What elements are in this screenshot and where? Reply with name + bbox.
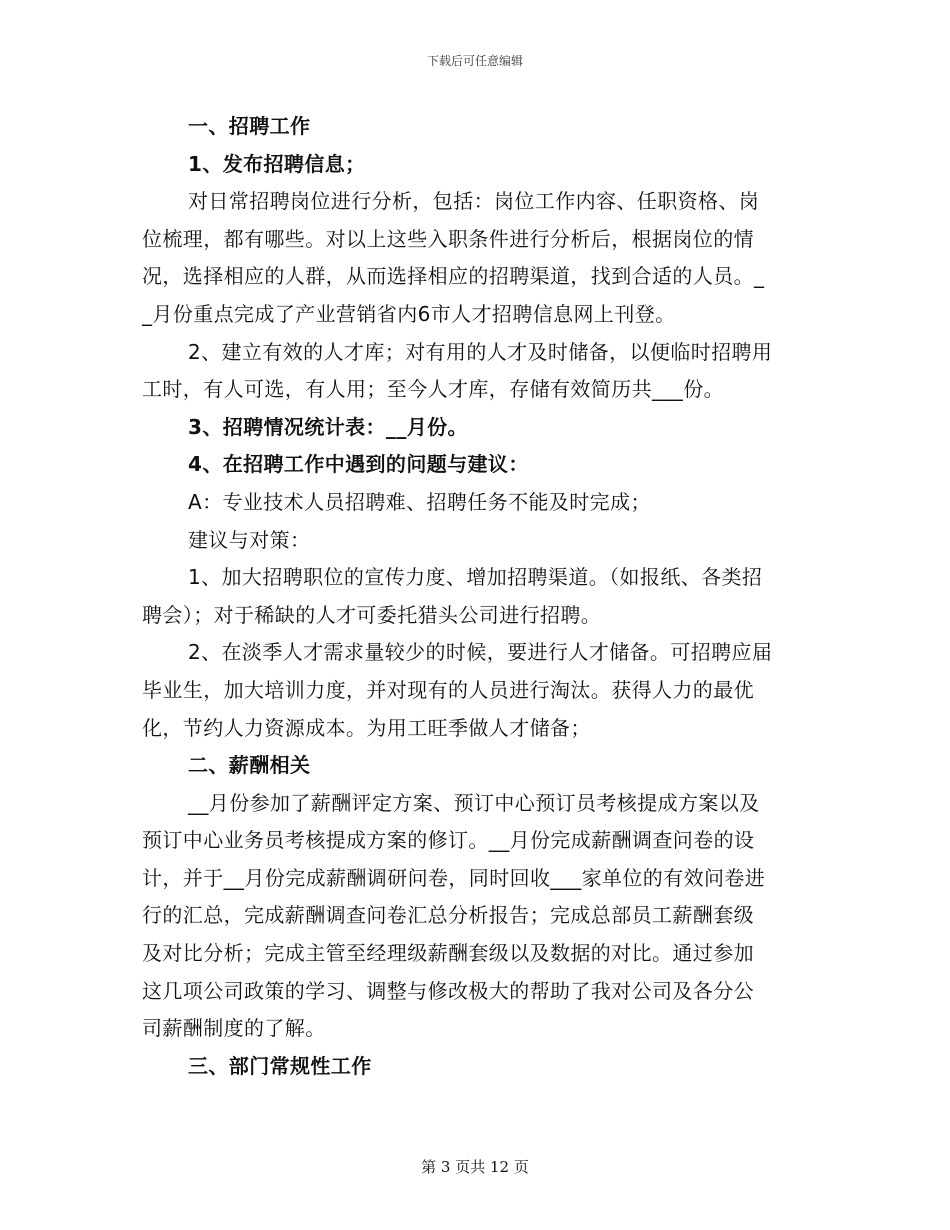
section-heading: 4、在招聘工作中遇到的问题与建议：	[188, 452, 529, 477]
paragraph-line: 这几项公司政策的学习、调整与修改极大的帮助了我对公司及各分公	[142, 978, 754, 1003]
paragraph-line: 2、建立有效的人才库；对有用的人才及时储备，以便临时招聘用	[188, 339, 773, 364]
paragraph-line: A：专业技术人员招聘难、招聘任务不能及时完成；	[188, 489, 651, 514]
paragraph-line: 工时，有人可选，有人用；至今人才库，存储有效简历共___份。	[142, 377, 724, 402]
paragraph-line: 位梳理，都有哪些。对以上这些入职条件进行分析后，根据岗位的情	[142, 226, 754, 251]
paragraph-line: 聘会）；对于稀缺的人才可委托猎头公司进行招聘。	[142, 602, 602, 627]
section-heading: 二、薪酬相关	[188, 753, 311, 778]
paragraph-line: 计，并于__月份完成薪酬调研问卷，同时回收___家单位的有效问卷进	[142, 865, 766, 890]
paragraph-line: 毕业生，加大培训力度，并对现有的人员进行淘汰。获得人力的最优	[142, 677, 754, 702]
section-heading: 1、发布招聘信息；	[188, 151, 366, 176]
paragraph-line: 化，节约人力资源成本。为用工旺季做人才储备；	[142, 715, 591, 740]
section-heading: 一、招聘工作	[188, 114, 311, 138]
paragraph-line: 司薪酬制度的了解。	[142, 1016, 326, 1041]
paragraph-line: 1、加大招聘职位的宣传力度、增加招聘渠道。（如报纸、各类招	[188, 565, 763, 590]
paragraph-line: 行的汇总，完成薪酬调查问卷汇总分析报告；完成总部员工薪酬套级	[142, 903, 754, 928]
section-heading: 三、部门常规性工作	[188, 1053, 372, 1078]
paragraph-line: 2、在淡季人才需求量较少的时候，要进行人才储备。可招聘应届	[188, 640, 773, 665]
page-footer: 第 3 页共 12 页	[421, 1158, 529, 1176]
document-body	[142, 108, 802, 1085]
page-header: 下载后可任意编辑	[426, 54, 523, 68]
paragraph-line: 对日常招聘岗位进行分析，包括：岗位工作内容、任职资格、岗	[188, 189, 760, 214]
paragraph-line: 预订中心业务员考核提成方案的修订。__月份完成薪酬调查问卷的设	[142, 828, 755, 853]
paragraph-line: 建议与对策：	[188, 527, 311, 552]
paragraph-line: _月份重点完成了产业营销省内6市人才招聘信息网上刊登。	[142, 301, 676, 326]
section-heading: 3、招聘情况统计表：__月份。	[188, 414, 468, 439]
paragraph-line: 及对比分析；完成主管至经理级薪酬套级以及数据的对比。通过参加	[142, 941, 754, 966]
paragraph-line: 况，选择相应的人群，从而选择相应的招聘渠道，找到合适的人员。_	[142, 264, 765, 289]
paragraph-line: __月份参加了薪酬评定方案、预订中心预订员考核提成方案以及	[188, 790, 760, 815]
